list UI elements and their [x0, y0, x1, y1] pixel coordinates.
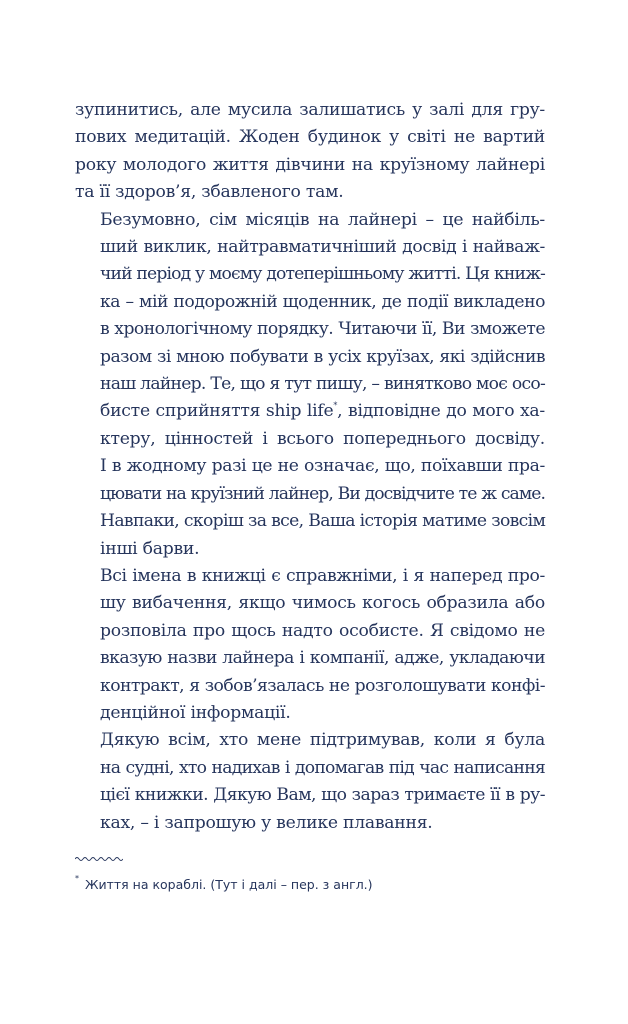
text-line-with-footnote	[75, 398, 545, 425]
text-line: та її здоров’я, збавленого там.	[75, 182, 344, 203]
text-line: цювати на круїзний лайнер, Ви досвідчите те ж саме.	[100, 483, 545, 504]
text-line: цієї книжки. Дякую Вам, що зараз тримаєте її в ру-	[100, 785, 545, 806]
text-line: в хронологічному порядку. Читаючи її, Ви зможете	[100, 319, 545, 340]
text-line: розповіла про щось надто особисте. Я свідомо не	[100, 620, 545, 641]
text-line: зупинитись, але мусила залишатись у залі для гру-	[75, 100, 545, 120]
text-line: чий період у моєму дотеперішньому житті. Ця книж-	[100, 264, 545, 285]
text-line: вказую назви лайнера і компанії, адже, укладаючи	[100, 648, 545, 669]
text-line: Навпаки, скоріш за все, Ваша історія матиме зовсім	[100, 511, 546, 532]
text-fragment: , відповідне до мого ха-	[337, 401, 545, 422]
text-line: ках, – і запрошую у велике плавання.	[100, 812, 433, 833]
footnote-separator	[75, 856, 123, 862]
text-line: денційної інформації.	[100, 702, 291, 723]
text-line: пових медитацій. Жоден будинок у світі не вартий	[75, 127, 545, 148]
text-line: ший виклик, найтравматичніший досвід і найваж-	[100, 237, 545, 258]
text-line: ктеру, цінностей і всього попереднього досвіду.	[100, 428, 545, 449]
text-line: ка – мій подорожній щоденник, де події викладено	[100, 291, 545, 312]
text-line: контракт, я зобов’язалась не розголошувати конфі-	[100, 675, 545, 696]
footnote-marker: *	[75, 874, 79, 883]
paragraph-2	[75, 207, 545, 563]
footnote-text: Життя на кораблі. (Тут і далі – пер. з англ.)	[85, 877, 373, 893]
paragraph-1	[75, 97, 545, 207]
text-line: Безумовно, сім місяців на лайнері – це найбіль-	[100, 209, 545, 230]
paragraph-3	[75, 563, 545, 727]
text-line: інші барви.	[100, 538, 200, 559]
text-line: на судні, хто надихав і допомагав під час написання	[100, 757, 545, 778]
text-fragment: бисте сприйняття ship life	[100, 401, 334, 422]
text-line: шу вибачення, якщо чимось когось образила або	[100, 593, 545, 614]
footnote	[75, 874, 373, 893]
paragraph-4	[75, 727, 545, 837]
text-line: Дякую всім, хто мене підтримував, коли я була	[100, 730, 545, 751]
text-line: Всі імена в книжці є справжніми, і я наперед про-	[100, 565, 545, 586]
text-line: наш лайнер. Те, що я тут пишу, – винятково моє осо-	[100, 374, 545, 395]
footnote-marker: *	[333, 400, 338, 410]
text-line: І в жодному разі це не означає, що, поїхавши пра-	[100, 456, 545, 477]
text-line: разом зі мною побувати в усіх круїзах, які здійснив	[100, 346, 545, 367]
body-text	[75, 97, 545, 837]
text-line: року молодого життя дівчини на круїзному лайнері	[75, 154, 545, 175]
